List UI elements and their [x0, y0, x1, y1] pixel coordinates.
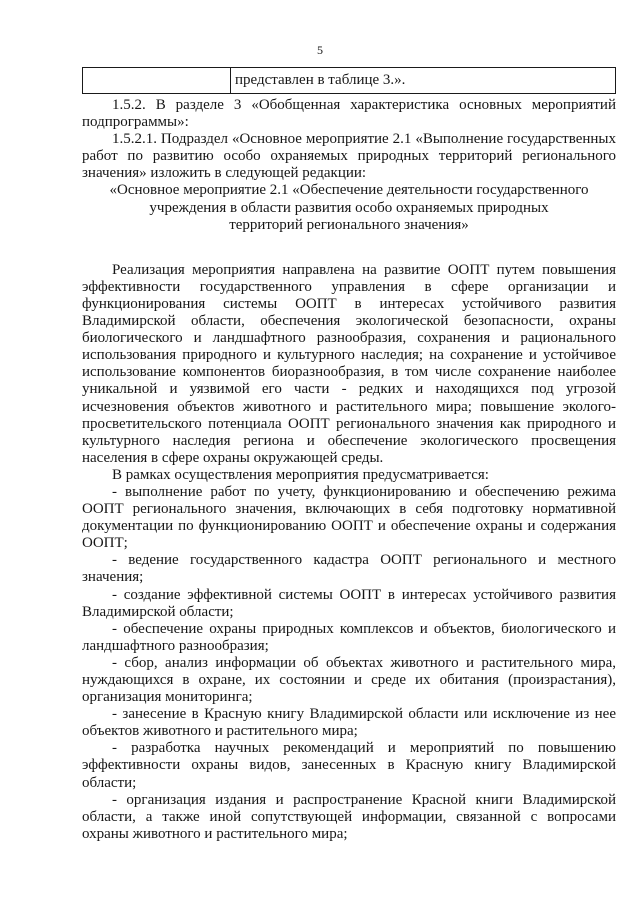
spacer — [82, 234, 616, 262]
list-item: - занесение в Красную книгу Владимирской области или исключение из нее объектов животного и растительного мира; — [82, 706, 616, 740]
list-item: - выполнение работ по учету, функционированию и обеспечению режима ООПТ регионального значения, включающих в себя подготовку нормативной документации по функционированию ООПТ и обеспечение охраны и содержания ООПТ; — [82, 483, 616, 552]
table-cell-empty — [83, 68, 231, 93]
heading-line-3: территорий регионального значения» — [229, 216, 469, 233]
table-cell-text: представлен в таблице 3.». — [235, 72, 406, 88]
heading-line-1: «Основное мероприятие 2.1 «Обеспечение деятельности государственного — [109, 182, 589, 199]
list-item: - сбор, анализ информации об объектах животного и растительного мира, нуждающихся в охране, их состоянии и среде их обитания (произрастания), организация мониторинга; — [82, 654, 616, 706]
list-item: - обеспечение охраны природных комплексов и объектов, биологического и ландшафтного разнообразия; — [82, 620, 616, 654]
list-item: - организация издания и распространение Красной книги Владимирской области, а также иной сопутствующей информации, связанной с вопросами охраны животного и растительного мира; — [82, 791, 616, 842]
list-item: - создание эффективной системы ООПТ в интересах устойчивого развития Владимирской области; — [82, 586, 616, 620]
list-item: - разработка научных рекомендаций и мероприятий по повышению эффективности охраны видов, занесенных в Красную книгу Владимирской области; — [82, 740, 616, 791]
table-fragment — [82, 67, 616, 94]
page-number: 5 — [317, 43, 323, 57]
paragraph-section-3: 1.5.2. В разделе 3 «Обобщенная характеристика основных мероприятий подпрограммы»: — [82, 97, 616, 131]
paragraph-purpose: Реализация мероприятия направлена на развитие ООПТ путем повышения эффективности государственного управления в сфере организации и функционирования системы ООПТ в интересах устойчивого развития Владимирской области, обеспечения экологической безопасности, охраны биологического и ландшафтного разнообразия, сохранения и рационального использования природного и культурного наследия; на сохранение и устойчивое использование компонентов биоразнообразия, в том числе сохранение наиболее уникальной и уязвимой его части - редких и находящихся под угрозой исчезновения объектов животного и растительного мира; повышение эколого-просветительского потенциала ООПТ регионального значения как природного и культурного наследия региона и обеспечение экологического просвещения населения в сфере охраны окружающей среды. — [82, 261, 616, 466]
paragraph-list-intro: В рамках осуществления мероприятия предусматривается: — [112, 466, 489, 483]
heading-line-2: учреждения в области развития особо охраняемых природных — [149, 199, 549, 216]
list-item: - ведение государственного кадастра ООПТ регионального и местного значения; — [82, 552, 616, 586]
paragraph-subsection: 1.5.2.1. Подраздел «Основное мероприятие 2.1 «Выполнение государственных работ по развитию особо охраняемых природных территорий регионального значения» изложить в следующей редакции: — [82, 131, 616, 182]
document-body — [82, 97, 616, 843]
